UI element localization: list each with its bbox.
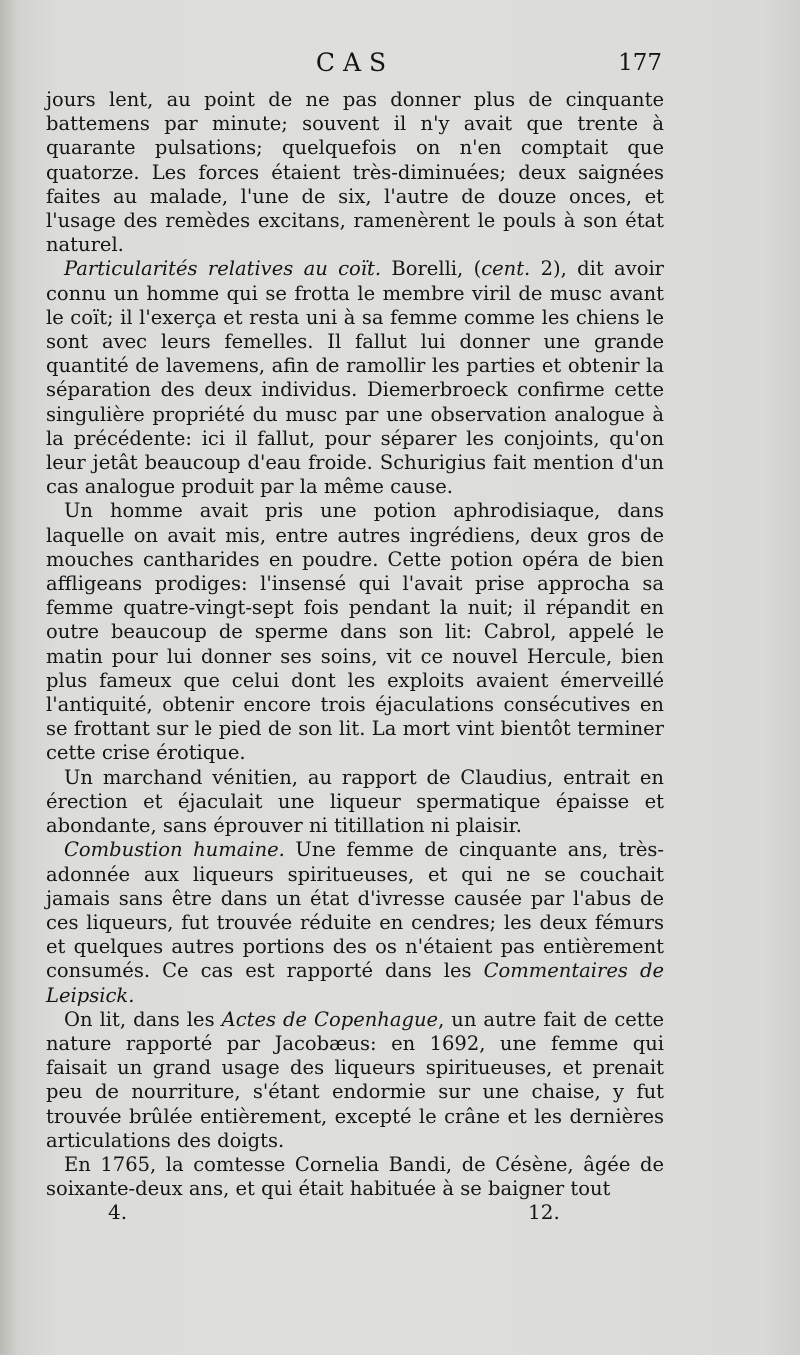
paragraph [46, 1008, 664, 1153]
page-number: 177 [618, 50, 662, 76]
text-run: Un marchand vénitien, au rapport de Claudius, entrait en érection et éjaculait une liqueur spermatique épaisse et abondante, sans éprouver ni titillation ni plaisir. [46, 765, 664, 838]
running-header [48, 48, 662, 88]
body-text [46, 88, 664, 1201]
text-run: 2), dit avoir connu un homme qui se frotta le membre viril de musc avant le coït; il l'exerça et resta uni à sa femme comme les chiens le sont avec leurs femelles. Il fallut lui donner une grande quantité de lavemens, afin de ramollir les parties et obtenir la séparation des deux individus. Diemerbroeck confirme cette singulière propriété du musc par une observation analogue à la précédente: ici il fallut, pour séparer les conjoints, qu'on leur jetât beaucoup d'eau froide. Schurigius fait mention d'un cas analogue produit par la même cause. [46, 257, 664, 499]
text-run: , un autre fait de cette nature rapporté par Jacobæus: en 1692, une femme qui faisait un grand usage des liqueurs spiritueuses, et prenait peu de nourriture, s'étant endormie sur une chaise, y fut trouvée brûlée entièrement, excepté le crâne et les dernières articulations des doigts. [46, 1007, 664, 1152]
paragraph [46, 838, 664, 1007]
italic-text: Actes de Copenhague [221, 1007, 439, 1031]
running-title: CAS [315, 48, 395, 77]
text-run: Une femme de cinquante ans, très-adonnée aux liqueurs spiritueuses, et qui ne se couchait jamais sans être dans un état d'ivresse causée par l'abus de ces liqueurs, fut trouvée réduite en cendres; les deux fémurs et quelques autres portions des os n'étaient pas entièrement consumés. Ce cas est rapporté dans les [46, 838, 664, 983]
text-run: Borelli, ( [381, 257, 482, 281]
paragraph [46, 88, 664, 257]
signature-mark-left: 4. [108, 1200, 128, 1224]
text-run: En 1765, la comtesse Cornelia Bandi, de Césène, âgée de soixante-deux ans, et qui était habituée à se baigner tout [46, 1152, 664, 1201]
paragraph [46, 499, 664, 765]
text-run: jours lent, au point de ne pas donner plus de cinquante battemens par minute; souvent il n'y avait que trente à quarante pulsations; quelquefois on n'en comptait que quatorze. Les forces étaient très-diminuées; deux saignées faites au malade, l'une de six, l'autre de douze onces, et l'usage des remèdes excitans, ramenèrent le pouls à son état naturel. [46, 88, 664, 257]
paragraph [46, 766, 664, 839]
paragraph [46, 1153, 664, 1201]
page-footer [46, 1200, 664, 1230]
text-run: Un homme avait pris une potion aphrodisiaque, dans laquelle on avait mis, entre autres ingrédiens, deux gros de mouches cantharides en poudre. Cette potion opéra de bien affligeans prodiges: l'insensé qui l'avait prise approcha sa femme quatre-vingt-sept fois pendant la nuit; il répandit en outre beaucoup de sperme dans son lit: Cabrol, appelé le matin pour lui donner ses soins, vit ce nouvel Hercule, bien plus fameux que celui dont les exploits avaient émerveillé l'antiquité, obtenir encore trois éjaculations consécutives en se frottant sur le pied de son lit. La mort vint bientôt terminer cette crise érotique. [46, 499, 664, 765]
paragraph [46, 257, 664, 499]
signature-mark-right: 12. [528, 1200, 560, 1224]
text-run: On lit, dans les [64, 1007, 222, 1031]
italic-text: cent. [481, 257, 531, 281]
italic-text: Commentaires de Leipsick. [46, 959, 664, 1007]
italic-text: Combustion humaine. [64, 838, 285, 862]
italic-text: Particularités relatives au coït. [64, 257, 382, 281]
